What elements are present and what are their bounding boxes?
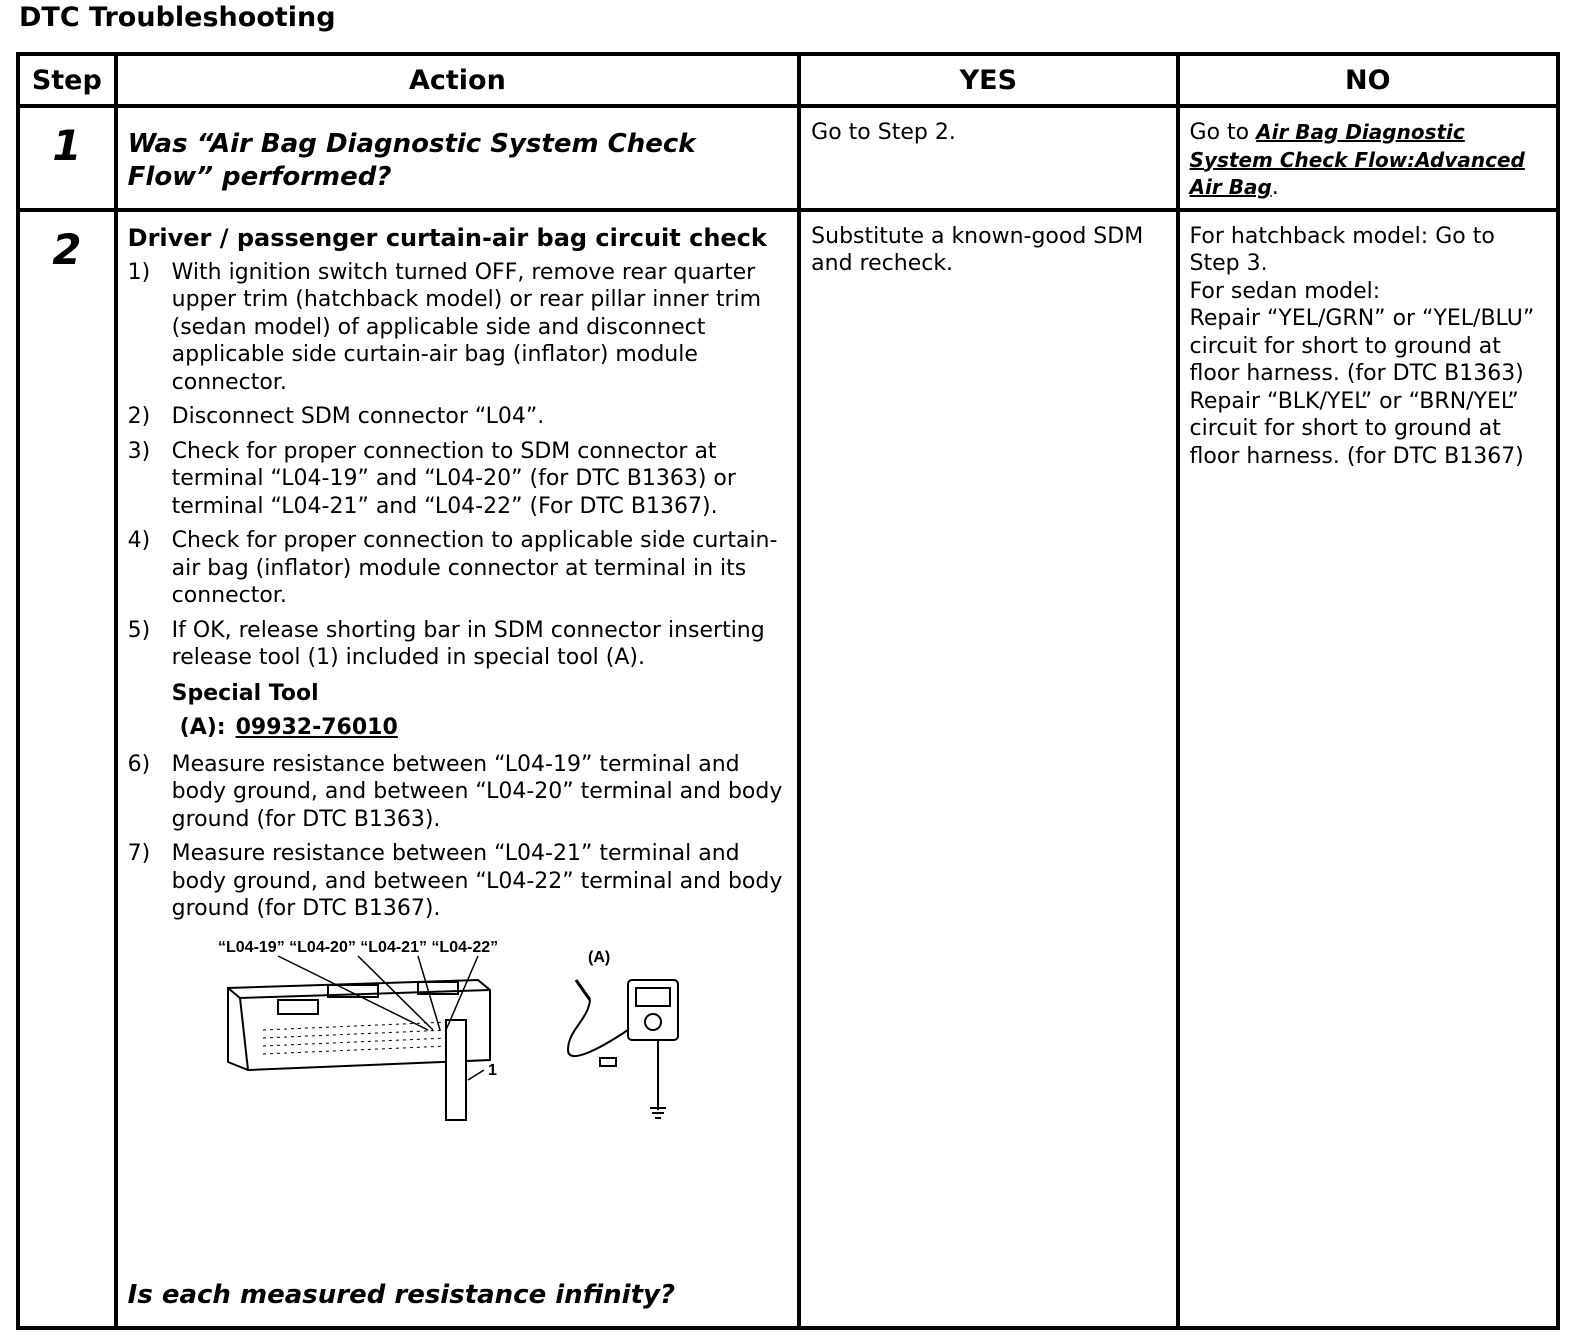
no-text	[1180, 108, 1556, 208]
no-line: For hatchback model: Go to Step 3.	[1189, 223, 1495, 276]
procedure-list	[128, 259, 790, 672]
header-action: Action	[116, 54, 800, 106]
release-tool	[446, 1020, 466, 1120]
connector-diagram	[128, 930, 788, 1130]
item-text: If OK, release shorting bar in SDM connector inserting release tool (1) included in special tool (A).	[171, 617, 765, 670]
header-row	[18, 54, 1558, 106]
no-text	[1180, 212, 1556, 477]
procedure-list	[128, 751, 790, 923]
item-number: 3)	[127, 438, 151, 464]
item-number: 6)	[127, 751, 151, 777]
item-text: Check for proper connection to applicable side curtain-air bag (inflator) module connector at terminal in its connector.	[171, 528, 778, 608]
terminal-labels: “L04-19” “L04-20” “L04-21” “L04-22”	[217, 938, 498, 956]
yes-text: Substitute a known-good SDM and recheck.	[811, 223, 1144, 276]
tool-number-link[interactable]: 09932-76010	[235, 714, 398, 740]
list-item	[128, 403, 790, 431]
list-item	[128, 438, 790, 521]
no-line: Repair “BLK/YEL” or “BRN/YEL” circuit for short to ground at floor harness. (for DTC B1367)	[1189, 388, 1524, 469]
item-number: 2)	[127, 404, 151, 429]
step-cell	[18, 210, 116, 1329]
action-cell	[116, 210, 800, 1329]
header-step: Step	[18, 54, 116, 106]
list-item	[128, 751, 790, 834]
step-number: 1	[52, 121, 82, 170]
list-item	[128, 259, 790, 397]
check-heading: Driver / passenger curtain-air bag circuit check	[127, 223, 767, 252]
yes-cell	[799, 106, 1177, 210]
flow-link[interactable]: Air Bag Diagnostic System Check Flow:Advanced Air Bag	[1189, 120, 1525, 199]
header-no: NO	[1178, 54, 1558, 106]
connector-figure	[128, 930, 790, 1230]
yes-text: Go to Step 2.	[811, 120, 956, 145]
question-text: Is each measured resistance infinity?	[127, 1280, 676, 1310]
list-item	[128, 617, 790, 672]
special-tool-label: Special Tool	[171, 680, 319, 706]
page-title: DTC Troubleshooting	[19, 2, 336, 33]
item-number: 5)	[127, 617, 151, 643]
item-number: 4)	[127, 528, 151, 553]
item-text: Measure resistance between “L04-21” terminal and body ground, and between “L04-22” terminal and body ground (for DTC B1367).	[171, 841, 783, 921]
no-cell	[1178, 210, 1558, 1329]
list-item	[128, 840, 790, 923]
callout-label: 1	[487, 1061, 497, 1079]
table-row	[18, 210, 1558, 1329]
item-text: Disconnect SDM connector “L04”.	[171, 404, 545, 429]
no-suffix: .	[1271, 175, 1279, 200]
action-cell	[116, 106, 800, 210]
no-cell	[1178, 106, 1558, 210]
no-prefix: Go to	[1189, 120, 1257, 145]
tool-label: (A)	[587, 948, 610, 966]
item-number: 1)	[127, 259, 151, 285]
question-text: Was “Air Bag Diagnostic System Check Flow” performed?	[127, 129, 696, 192]
header-yes: YES	[799, 54, 1177, 106]
dtc-table	[16, 52, 1560, 1330]
item-text: Measure resistance between “L04-19” terminal and body ground, and between “L04-20” terminal and body ground (for DTC B1363).	[171, 751, 783, 832]
special-tool-line	[180, 713, 790, 743]
ohmmeter-icon	[568, 980, 678, 1118]
step-cell	[18, 106, 116, 210]
yes-cell	[799, 210, 1177, 1329]
no-line: For sedan model:	[1189, 278, 1381, 304]
step-number: 2	[52, 224, 82, 274]
no-line: Repair “YEL/GRN” or “YEL/BLU” circuit for short to ground at floor harness. (for DTC B1363)	[1189, 306, 1535, 386]
table-row	[18, 106, 1558, 210]
item-text: With ignition switch turned OFF, remove rear quarter upper trim (hatchback model) or rear pillar inner trim (sedan model) of applicable side and disconnect applicable side curtain-air bag (inflator) module connector.	[171, 259, 762, 395]
tool-id: (A):	[179, 714, 226, 740]
item-text: Check for proper connection to SDM connector at terminal “L04-19” and “L04-20” (for DTC B1363) or terminal “L04-21” and “L04-22” (For DTC B1367).	[171, 438, 736, 519]
item-number: 7)	[127, 841, 151, 866]
list-item	[128, 527, 790, 610]
